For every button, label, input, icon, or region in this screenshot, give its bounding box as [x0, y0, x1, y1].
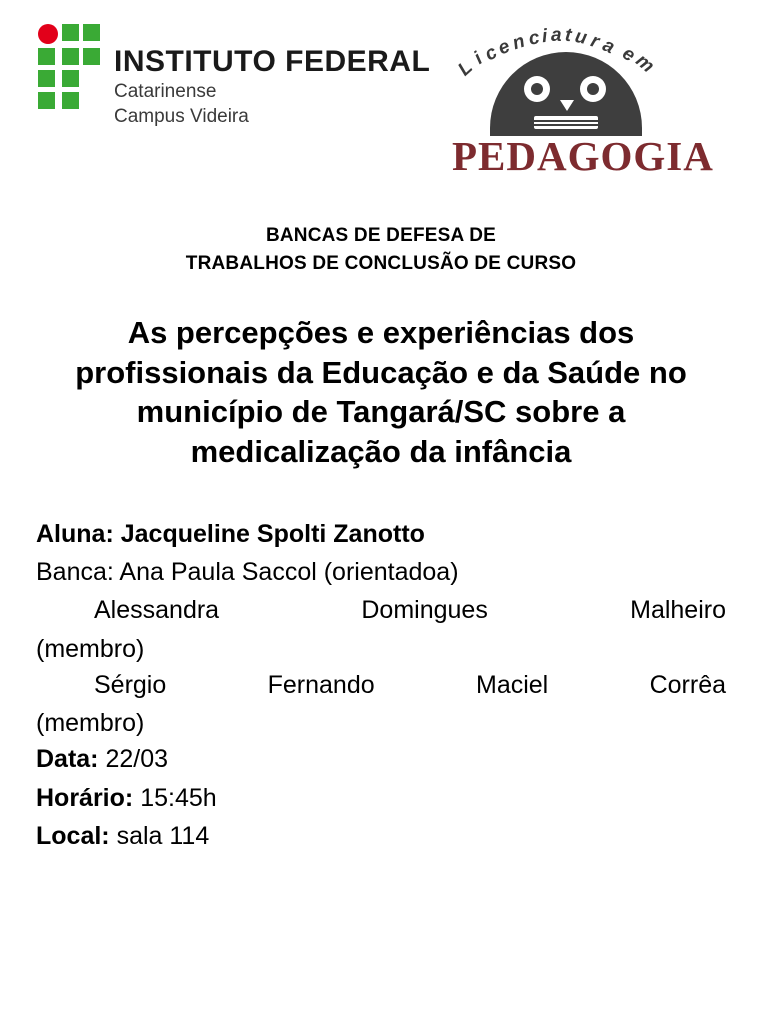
time-line: [36, 780, 726, 816]
board-member-2-role: (membro): [36, 709, 145, 738]
board-member-1-role: (membro): [36, 634, 145, 663]
date-line: [36, 741, 726, 777]
pedagogia-logo: [452, 24, 714, 179]
student-name: Jacqueline Spolti Zanotto: [120, 519, 425, 548]
place-line: [36, 818, 726, 854]
institution-title: INSTITUTO FEDERAL: [114, 45, 431, 78]
instituto-federal-mark-icon: [38, 24, 100, 116]
pedagogia-arc-text: L i c e n c i a t u r a e m: [454, 24, 658, 81]
page-title: As percepções e experiências dos profissionais da Educação e da Saúde no município de Tangará/SC sobre a medicalização da infância: [75, 315, 687, 470]
kicker-line-2: TRABALHOS DE CONCLUSÃO DE CURSO: [185, 252, 577, 274]
instituto-federal-logo: [28, 24, 430, 129]
board-label: Banca:: [36, 558, 114, 587]
book-icon: [534, 116, 598, 129]
place-label: Local:: [36, 821, 110, 850]
details-block: [28, 516, 734, 854]
board-member-1-block: [36, 592, 726, 667]
header: [28, 0, 734, 179]
place-value: sala 114: [116, 821, 210, 850]
event-kicker: [28, 222, 734, 277]
board-advisor: Ana Paula Saccol (orientadoa): [119, 558, 459, 587]
date-value: 22/03: [105, 745, 169, 774]
pedagogia-wordmark: PEDAGOGIA: [452, 133, 714, 179]
institution-line2: Campus Videira: [114, 106, 249, 128]
instituto-federal-wordmark: [114, 24, 430, 129]
board-member-1: Alessandra Domingues Malheiro: [94, 596, 726, 625]
student-line: [36, 516, 726, 552]
time-value: 15:45h: [140, 783, 217, 812]
institution-line1: Catarinense: [114, 80, 217, 102]
kicker-line-1: BANCAS DE DEFESA DE: [265, 225, 497, 246]
board-advisor-line: [36, 554, 726, 590]
date-label: Data:: [36, 745, 99, 774]
student-label: Aluna:: [36, 519, 114, 548]
board-member-2-block: [36, 667, 726, 742]
time-label: Horário:: [36, 783, 134, 812]
board-member-2: Sérgio Fernando Maciel Corrêa: [94, 670, 726, 699]
